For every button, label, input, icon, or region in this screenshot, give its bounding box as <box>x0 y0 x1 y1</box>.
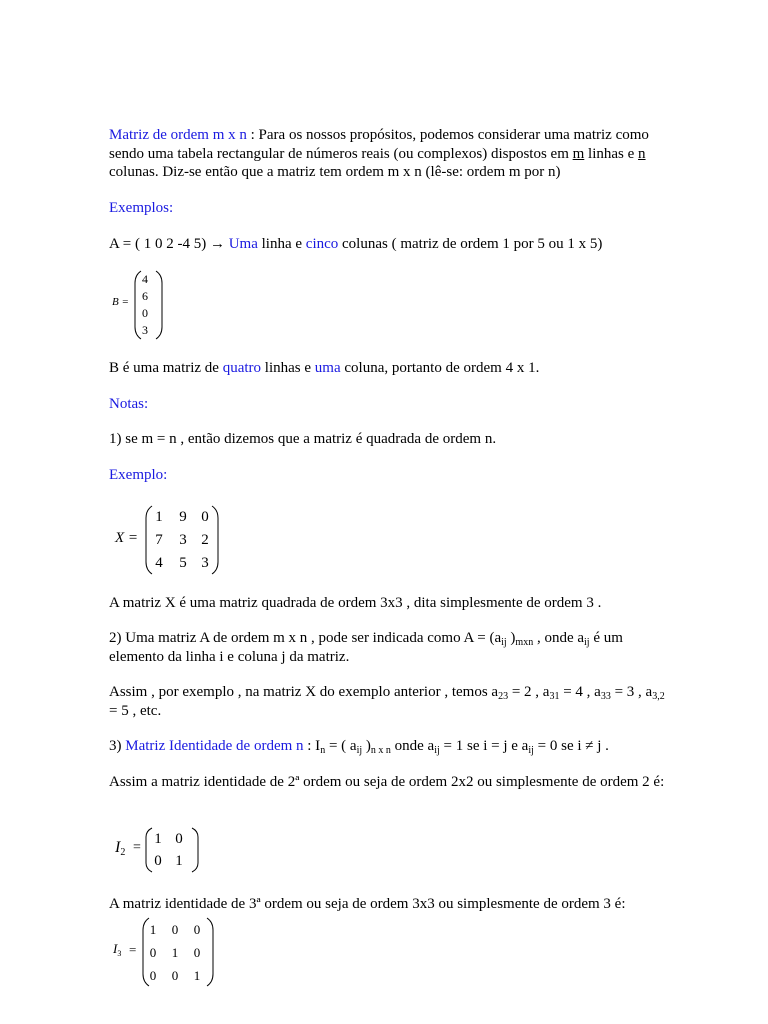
matrix-x-description: A matriz X é uma matriz quadrada de ordem 3x3 , dita simplesmente de ordem 3 . <box>109 595 602 611</box>
identity-3-intro: A matriz identidade de 3ª ordem ou seja de ordem 3x3 ou simplesmente de ordem 3 é: <box>109 896 626 912</box>
matrix-cell: 3 <box>179 532 187 548</box>
nota-3: 3) Matriz Identidade de ordem n : $I_n$ = ( $a_{ij}$ )$_{n x n}$ onde $a_{ij} = 1$ se i = j e $a_{ij} = 0$ se i ≠ j . <box>109 738 609 756</box>
definition-paragraph: Matriz de ordem m x n : Para os nossos propósitos, podemos considerar uma matriz como sendo uma tabela rectangular de números reais (ou complexos) dispostos em m linhas e n colunas. Diz-se então que a matriz tem ordem m x n (lê-se: ordem m por n) <box>109 127 649 180</box>
matrix-i2 <box>109 826 199 874</box>
matrix-cell: 0 <box>193 945 201 960</box>
exemplo-heading: Exemplo: <box>109 467 168 483</box>
matrix-cell: 0 <box>149 968 157 983</box>
matrix-i3-label: $I_3$ <box>113 941 122 958</box>
matrix-cell: 3 <box>142 323 148 337</box>
matrix-i2-cells <box>149 828 191 872</box>
matrix-cell: 0 <box>193 922 201 937</box>
identity-title: Matriz Identidade de ordem n <box>125 738 304 754</box>
example-entries: Assim , por exemplo , na matriz X do exemplo anterior , temos $a_{23} = 2$ , $a_{31} = 4$ , $a_{33} = 3$ , $a_{3,2} = 5$ , etc. <box>109 684 665 719</box>
matrix-cell: 6 <box>142 289 148 303</box>
matrix-cell: 0 <box>171 922 179 937</box>
matrix-i2-label: $I_2$ <box>115 839 126 858</box>
matrix-cell: 9 <box>179 509 187 525</box>
right-bracket-icon <box>155 271 163 339</box>
matrix-cell: 1 <box>171 945 179 960</box>
matrix-i3 <box>109 916 209 988</box>
matrix-b-cells <box>138 271 152 339</box>
matrix-cell: 1 <box>193 968 201 983</box>
matrix-b <box>109 268 169 342</box>
matrix-cell: 0 <box>149 945 157 960</box>
matrix-b-label: B = <box>112 296 129 308</box>
right-bracket-icon <box>211 506 219 574</box>
exemplos-heading: Exemplos: <box>109 200 174 216</box>
arrow-icon: → <box>209 236 225 252</box>
matrix-cell: 1 <box>154 831 162 847</box>
matrix-x-cells <box>149 506 209 575</box>
matrix-cell: 1 <box>149 922 157 937</box>
matrix-cell: 5 <box>179 555 187 571</box>
matrix-cell: 0 <box>175 831 183 847</box>
matrix-cell: 4 <box>155 555 163 571</box>
matrix-i3-cells <box>145 918 205 987</box>
notas-heading: Notas: <box>109 396 149 412</box>
equals-sign: = <box>129 942 137 957</box>
matrix-cell: 3 <box>201 555 209 571</box>
matrix-x-label: X = <box>115 530 139 546</box>
matrix-cell: 4 <box>142 272 148 286</box>
matrix-cell: 0 <box>171 968 179 983</box>
nota-1: 1) se m = n , então dizemos que a matriz é quadrada de ordem n. <box>109 431 497 447</box>
matrix-cell: 0 <box>154 853 162 869</box>
matrix-cell: 1 <box>175 853 183 869</box>
identity-2-intro: Assim a matriz identidade de 2ª ordem ou seja de ordem 2x2 ou simplesmente de ordem 2 é: <box>109 774 665 790</box>
matrix-cell: 7 <box>155 532 163 548</box>
row-vector-line: A = ( 1 0 2 -4 5) → Uma linha e cinco colunas ( matriz de ordem 1 por 5 ou 1 x 5) <box>109 236 603 252</box>
matrix-b-description: B é uma matriz de quatro linhas e uma coluna, portanto de ordem 4 x 1. <box>109 360 540 376</box>
matrix-cell: 0 <box>201 509 209 525</box>
matrix-x <box>109 504 219 576</box>
right-bracket-icon <box>206 918 214 986</box>
matrix-cell: 0 <box>142 306 148 320</box>
right-bracket-icon <box>191 828 199 872</box>
matrix-cell: 1 <box>155 509 163 525</box>
definition-title: Matriz de ordem m x n <box>109 127 247 143</box>
matrix-cell: 2 <box>201 532 209 548</box>
nota-2: 2) Uma matriz A de ordem m x n , pode ser indicada como $A = (a_{ij}$ )$_{mxn}$ , onde $a_{ij}$ é um elemento da linha i e coluna j da matriz. <box>109 630 623 665</box>
equals-sign: = <box>133 840 141 855</box>
